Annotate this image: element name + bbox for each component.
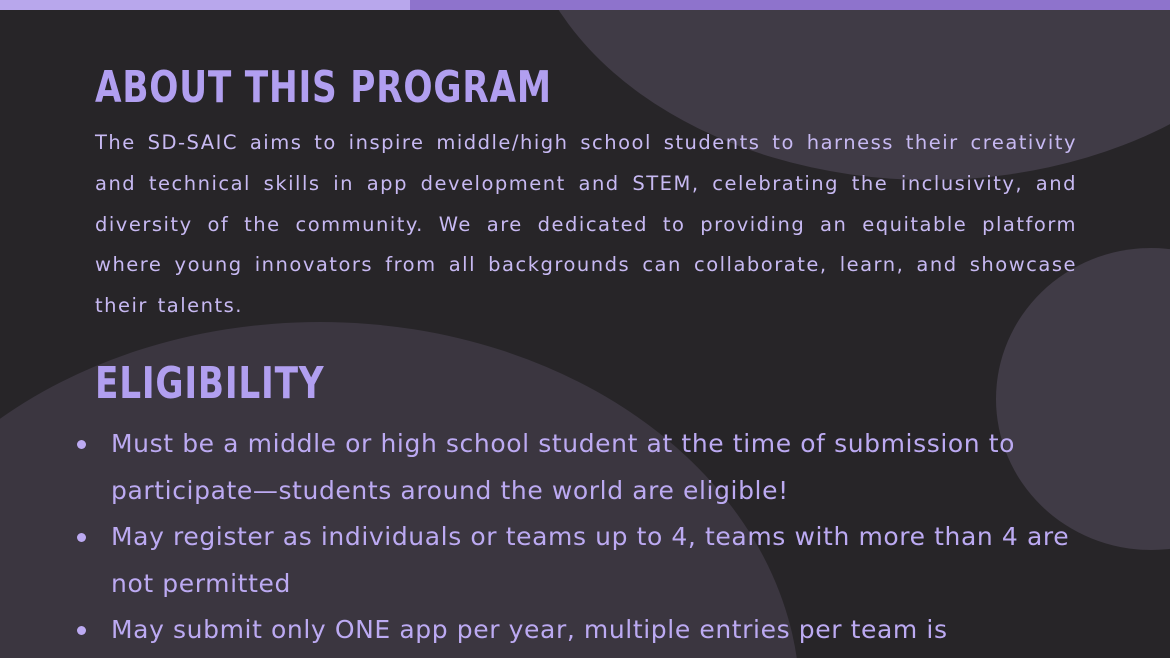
bullet-icon xyxy=(77,626,86,635)
eligibility-heading: ELIGIBILITY xyxy=(95,358,325,409)
about-description: The SD-SAIC aims to inspire middle/high school students to harness their creativity and technical skills in app development and STEM, celebrating the inclusivity, and diversity of the community. We are dedicated to providing an equitable platform where young innovators from all backgrounds can collaborate, learn, and showcase their talents. xyxy=(95,131,1077,318)
eligibility-item xyxy=(74,607,1114,654)
eligibility-item xyxy=(74,421,1114,514)
about-heading: ABOUT THIS PROGRAM xyxy=(95,62,552,113)
bullet-icon xyxy=(77,533,86,542)
eligibility-item-text: May register as individuals or teams up to 4, teams with more than 4 are not permitted xyxy=(111,522,1070,598)
eligibility-list xyxy=(74,421,1114,654)
bullet-icon xyxy=(77,440,86,449)
eligibility-item-text: May submit only ONE app per year, multiple entries per team is xyxy=(111,615,948,644)
eligibility-item xyxy=(74,514,1114,607)
eligibility-item-text: Must be a middle or high school student at the time of submission to participate—students around the world are eligible! xyxy=(111,429,1016,505)
